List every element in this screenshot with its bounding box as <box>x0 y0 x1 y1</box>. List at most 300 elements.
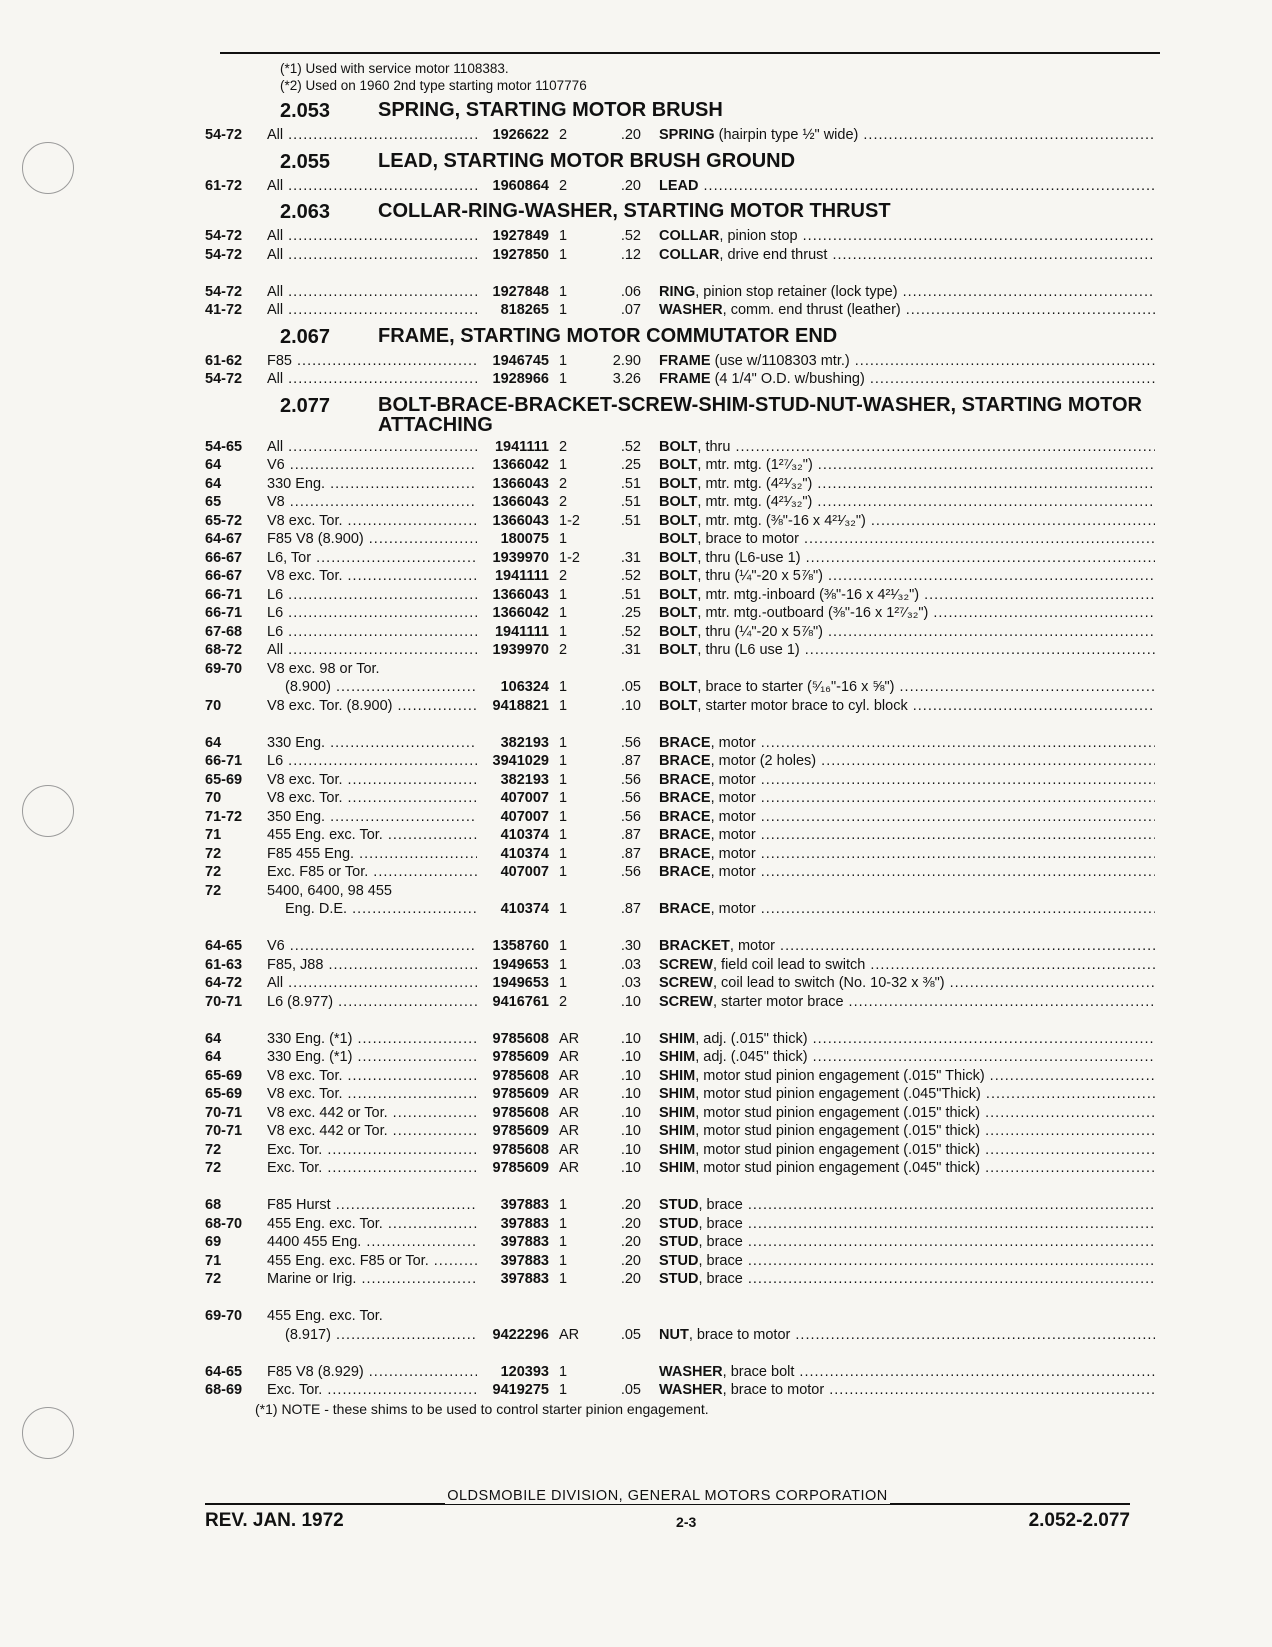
part-term: BRACE <box>659 790 711 806</box>
part-term: RING <box>659 283 696 300</box>
part-row <box>205 352 1155 371</box>
top-note: (*1) Used with service motor 1108383. <box>280 61 509 76</box>
quantity: 2 <box>559 993 568 1010</box>
part-row <box>205 863 1155 882</box>
part-detail: , mtr. mtg.-outboard (⅜"-16 x 1²⁷⁄₃₂") <box>697 605 929 621</box>
model-years: 69-70 <box>205 660 243 677</box>
quantity: AR <box>559 1123 580 1139</box>
application <box>267 937 477 956</box>
application-line: All ..... <box>267 641 477 660</box>
section-heading <box>205 151 1155 174</box>
quantity: 1 <box>559 845 568 862</box>
part-number: 9418821 <box>492 697 549 714</box>
description <box>659 456 1155 475</box>
price: .20 <box>620 1197 641 1213</box>
model-years: 70-71 <box>205 993 243 1010</box>
model-years: 61-63 <box>205 956 243 973</box>
part-row <box>205 283 1155 302</box>
application <box>267 1030 477 1049</box>
price: .52 <box>620 438 641 455</box>
part-number: 9785609 <box>492 1086 549 1102</box>
price: .03 <box>620 956 641 973</box>
part-term: FRAME <box>659 352 711 369</box>
model-years: 68 <box>205 1197 222 1213</box>
model-years: 54-72 <box>205 371 243 387</box>
application <box>267 549 477 568</box>
part-row <box>205 512 1155 531</box>
application <box>267 301 477 320</box>
price: .20 <box>620 177 641 194</box>
description <box>659 974 1155 993</box>
description <box>659 863 1155 882</box>
application <box>267 1067 477 1086</box>
part-detail: , motor (2 holes) <box>710 753 817 769</box>
part-number: 1366043 <box>492 475 549 492</box>
description <box>659 549 1155 568</box>
part-term: SCREW <box>659 975 713 991</box>
part-detail: , starter motor brace to cyl. block <box>697 697 908 714</box>
part-term: SHIM <box>659 1123 696 1139</box>
model-years: 70-71 <box>205 1123 243 1139</box>
part-term: SHIM <box>659 1030 696 1047</box>
part-term: SHIM <box>659 1160 696 1176</box>
model-years: 66-71 <box>205 605 243 621</box>
part-term: BRACE <box>659 845 711 862</box>
part-number: 410374 <box>500 901 549 917</box>
description <box>659 227 1155 246</box>
quantity: AR <box>559 1104 580 1121</box>
description <box>659 937 1155 956</box>
quantity: 2 <box>559 494 568 510</box>
part-number: 397883 <box>500 1197 549 1213</box>
part-detail: , pinion stop retainer (lock type) <box>695 283 898 300</box>
application <box>267 956 477 975</box>
model-years: 64-72 <box>205 975 243 991</box>
part-number: 9785608 <box>492 1030 549 1047</box>
application-line: L6 ..... <box>267 604 477 623</box>
price: .20 <box>620 127 641 143</box>
price: .12 <box>620 246 641 263</box>
section-number: 2.067 <box>280 325 331 348</box>
quantity: 1-2 <box>559 512 580 529</box>
price: 2.90 <box>612 352 641 369</box>
part-term: SHIM <box>659 1086 696 1102</box>
description <box>659 1326 1155 1345</box>
application-line: 350 Eng. ..... <box>267 808 477 827</box>
part-term: BOLT <box>659 512 698 529</box>
quantity: 1 <box>559 679 568 695</box>
application <box>267 604 477 623</box>
part-number: 1949653 <box>492 956 549 973</box>
description <box>659 1122 1155 1141</box>
application <box>267 845 477 864</box>
model-years: 66-71 <box>205 753 243 769</box>
application <box>267 808 477 827</box>
section-title: FRAME, STARTING MOTOR COMMUTATOR END <box>378 324 838 347</box>
part-term: COLLAR <box>659 228 720 244</box>
part-row <box>205 882 1155 919</box>
price: .25 <box>620 457 641 473</box>
application-line: F85, J88 ..... <box>267 956 477 975</box>
part-number: 397883 <box>500 1252 549 1269</box>
model-years: 72 <box>205 882 222 899</box>
description <box>659 641 1155 660</box>
part-number: 397883 <box>500 1271 549 1287</box>
description <box>659 697 1155 716</box>
part-row <box>205 1159 1155 1178</box>
application-line: L6, Tor ..... <box>267 549 477 568</box>
part-number: 120393 <box>500 1363 549 1380</box>
part-detail: , mtr. mtg. (1²⁷⁄₃₂") <box>697 457 813 473</box>
application-line: Exc. F85 or Tor. ..... <box>267 863 477 882</box>
application <box>267 1048 477 1067</box>
price: .05 <box>620 1382 641 1398</box>
application-line: Exc. Tor. ..... <box>267 1141 477 1160</box>
price: .10 <box>620 697 641 714</box>
price: .31 <box>620 549 641 566</box>
part-term: SHIM <box>659 1067 696 1084</box>
quantity: AR <box>559 1141 580 1158</box>
part-detail: , motor <box>710 734 756 751</box>
application <box>267 438 477 457</box>
quantity: 1 <box>559 753 568 769</box>
quantity: 1 <box>559 790 568 806</box>
part-row <box>205 1030 1155 1049</box>
part-term: BOLT <box>659 475 698 492</box>
part-number: 407007 <box>500 808 549 825</box>
model-years: 64 <box>205 734 222 751</box>
quantity: AR <box>559 1326 580 1343</box>
quantity: 2 <box>559 568 568 584</box>
part-term: BRACE <box>659 901 711 917</box>
part-detail: , starter motor brace <box>712 993 844 1010</box>
quantity: 1 <box>559 246 568 263</box>
model-years: 68-72 <box>205 642 243 658</box>
part-term: BOLT <box>659 623 698 640</box>
price: .56 <box>620 790 641 806</box>
model-years: 64 <box>205 1049 222 1065</box>
part-row <box>205 227 1155 246</box>
section-title: LEAD, STARTING MOTOR BRUSH GROUND <box>378 149 796 172</box>
description <box>659 1363 1155 1382</box>
application-line: All ..... <box>267 438 477 457</box>
application <box>267 1381 477 1400</box>
part-row <box>205 1122 1155 1141</box>
section-range: 2.052-2.077 <box>1028 1510 1130 1531</box>
part-term: SPRING <box>659 127 715 143</box>
application <box>267 1141 477 1160</box>
section-title: COLLAR-RING-WASHER, STARTING MOTOR THRUST <box>378 200 891 222</box>
quantity: 1 <box>559 1234 568 1250</box>
quantity: 1 <box>559 975 568 991</box>
description <box>659 956 1155 975</box>
application <box>267 882 477 919</box>
application <box>267 567 477 586</box>
part-number: 1941111 <box>494 623 549 640</box>
price: 3.26 <box>612 371 641 387</box>
description <box>659 370 1155 389</box>
quantity: 2 <box>559 177 568 194</box>
application-line: L6 (8.977) ..... <box>267 993 477 1012</box>
quantity: 1 <box>559 956 568 973</box>
price: .56 <box>620 734 641 751</box>
part-number: 9785609 <box>492 1049 549 1065</box>
model-years: 70-71 <box>205 1104 243 1121</box>
application-line: L6 ..... <box>267 623 477 642</box>
binder-hole <box>22 785 74 837</box>
quantity: 1 <box>559 352 568 369</box>
application <box>267 1159 477 1178</box>
application-line: L6 ..... <box>267 752 477 771</box>
part-term: SHIM <box>659 1104 696 1121</box>
section-heading <box>205 100 1155 123</box>
application <box>267 697 477 716</box>
part-detail: , adj. (.045" thick) <box>695 1049 808 1065</box>
part-term: SCREW <box>659 993 713 1010</box>
application <box>267 530 477 549</box>
part-detail: , thru (L6 use 1) <box>697 642 800 658</box>
part-term: SHIM <box>659 1049 696 1065</box>
description <box>659 1252 1155 1271</box>
description <box>659 283 1155 302</box>
part-row <box>205 370 1155 389</box>
part-number: 1366042 <box>492 605 549 621</box>
application-line: V8 exc. Tor. ..... <box>267 1067 477 1086</box>
part-number: 1960864 <box>492 177 549 194</box>
application <box>267 227 477 246</box>
quantity: 1 <box>559 302 568 318</box>
model-years: 64 <box>205 1030 222 1047</box>
part-term: WASHER <box>659 1363 723 1380</box>
application-line: 455 Eng. exc. F85 or Tor. ..... <box>267 1252 477 1271</box>
part-detail: , brace to motor <box>688 1326 791 1343</box>
part-detail: , brace to starter (⁵⁄₁₆"-16 x ⅝") <box>697 679 895 695</box>
part-number: 407007 <box>500 864 549 880</box>
application-line: 330 Eng. ..... <box>267 734 477 753</box>
part-number: 1927848 <box>492 283 549 300</box>
description <box>659 512 1155 531</box>
section-title: BOLT-BRACE-BRACKET-SCREW-SHIM-STUD-NUT-WASHER, STARTING MOTOR ATTACHING <box>378 393 1142 436</box>
model-years: 68-69 <box>205 1382 243 1398</box>
quantity: 1 <box>559 734 568 751</box>
part-number: 1939970 <box>492 642 549 658</box>
part-number: 1941111 <box>494 438 549 455</box>
part-detail: , mtr. mtg. (4²¹⁄₃₂") <box>697 494 813 510</box>
price: .20 <box>620 1215 641 1232</box>
price: .52 <box>620 568 641 584</box>
model-years: 71 <box>205 827 222 843</box>
application <box>267 660 477 697</box>
section-number: 2.053 <box>280 100 331 122</box>
application-line: Marine or Irig. ..... <box>267 1270 477 1289</box>
part-row <box>205 530 1155 549</box>
quantity: AR <box>559 1049 580 1065</box>
description <box>659 678 1155 697</box>
description <box>659 1030 1155 1049</box>
part-detail: , motor stud pinion engagement (.015" thick) <box>695 1123 981 1139</box>
price: .10 <box>620 1160 641 1176</box>
part-row <box>205 177 1155 196</box>
price: .10 <box>620 1141 641 1158</box>
model-years: 64 <box>205 475 222 492</box>
part-number: 1928966 <box>492 371 549 387</box>
model-years: 67-68 <box>205 623 243 640</box>
description <box>659 586 1155 605</box>
model-years: 72 <box>205 1160 222 1176</box>
part-detail: , brace to motor <box>722 1382 825 1398</box>
price: .10 <box>620 1030 641 1047</box>
part-detail: , brace <box>698 1215 743 1232</box>
description <box>659 567 1155 586</box>
model-years: 65-69 <box>205 1086 243 1102</box>
model-years: 65 <box>205 494 222 510</box>
corporation-name: OLDSMOBILE DIVISION, GENERAL MOTORS CORPORATION <box>447 1488 888 1504</box>
part-term: NUT <box>659 1326 689 1343</box>
part-number: 397883 <box>500 1234 549 1250</box>
corporation-line <box>205 1488 1130 1504</box>
model-years: 61-72 <box>205 177 243 194</box>
application-line: Eng. D.E. ..... <box>267 900 477 919</box>
quantity: 1 <box>559 697 568 714</box>
quantity: AR <box>559 1086 580 1102</box>
part-number: 3941029 <box>492 753 549 769</box>
quantity: 1 <box>559 771 568 788</box>
application <box>267 456 477 475</box>
part-number: 410374 <box>500 845 549 862</box>
bottom-note: (*1) NOTE - these shims to be used to control starter pinion engagement. <box>255 1400 709 1417</box>
description <box>659 771 1155 790</box>
description <box>659 126 1155 145</box>
part-number: 1927850 <box>492 246 549 263</box>
description <box>659 1141 1155 1160</box>
application <box>267 1215 477 1234</box>
part-detail: , motor stud pinion engagement (.045"Thick) <box>695 1086 981 1102</box>
price: .52 <box>620 623 641 640</box>
part-row <box>205 549 1155 568</box>
quantity: 1 <box>559 605 568 621</box>
quantity: 1 <box>559 623 568 640</box>
part-detail: , thru (¼"-20 x 5⅞") <box>697 568 823 584</box>
application <box>267 177 477 196</box>
part-term: SCREW <box>659 956 713 973</box>
part-detail: , thru (L6-use 1) <box>697 549 801 566</box>
section-number: 2.077 <box>280 394 331 417</box>
application-line: V8 exc. Tor. ..... <box>267 771 477 790</box>
application-line: All ..... <box>267 246 477 265</box>
model-years: 70 <box>205 697 222 714</box>
price: .51 <box>620 494 641 510</box>
part-number: 397883 <box>500 1215 549 1232</box>
section-number: 2.063 <box>280 201 331 223</box>
part-detail: , motor <box>729 938 776 954</box>
description <box>659 826 1155 845</box>
application-line: V8 exc. 98 or Tor. <box>267 660 380 677</box>
part-detail: , motor <box>710 864 756 880</box>
part-term: BOLT <box>659 549 698 566</box>
part-detail: , brace <box>698 1234 743 1250</box>
model-years: 72 <box>205 864 222 880</box>
part-row <box>205 974 1155 993</box>
part-row <box>205 1233 1155 1252</box>
section-heading <box>205 395 1155 435</box>
application <box>267 126 477 145</box>
part-row <box>205 826 1155 845</box>
quantity: 1 <box>559 371 568 387</box>
quantity: 1 <box>559 283 568 300</box>
part-number: 1366043 <box>492 586 549 603</box>
model-years: 54-72 <box>205 246 243 263</box>
price: .10 <box>620 1123 641 1139</box>
description <box>659 352 1155 371</box>
description <box>659 530 1155 549</box>
description <box>659 1067 1155 1086</box>
part-detail: , mtr. mtg. (4²¹⁄₃₂") <box>697 475 813 492</box>
part-number: 9422296 <box>492 1326 549 1343</box>
application-line: All ..... <box>267 227 477 246</box>
binder-hole <box>22 142 74 194</box>
quantity: 2 <box>559 642 568 658</box>
quantity: 1 <box>559 808 568 825</box>
part-row <box>205 456 1155 475</box>
part-number: 1927849 <box>492 228 549 244</box>
part-detail: , brace <box>698 1271 743 1287</box>
application <box>267 863 477 882</box>
part-number: 1941111 <box>494 568 549 584</box>
model-years: 65-69 <box>205 1067 243 1084</box>
model-years: 69-70 <box>205 1308 243 1324</box>
part-number: 382193 <box>500 734 549 751</box>
part-number: 407007 <box>500 790 549 806</box>
model-years: 64-65 <box>205 938 243 954</box>
model-years: 70 <box>205 790 222 806</box>
application-line: F85 ..... <box>267 352 477 371</box>
part-term: WASHER <box>659 1382 723 1398</box>
part-number: 410374 <box>500 827 549 843</box>
application-line: 330 Eng. ..... <box>267 475 477 494</box>
part-term: STUD <box>659 1215 699 1232</box>
model-years: 66-67 <box>205 568 243 584</box>
quantity: 2 <box>559 475 568 492</box>
part-detail: , brace <box>698 1252 743 1269</box>
application <box>267 789 477 808</box>
part-number: 1949653 <box>492 975 549 991</box>
quantity: 1 <box>559 1363 568 1380</box>
application <box>267 1363 477 1382</box>
part-row <box>205 697 1155 716</box>
part-row <box>205 660 1155 697</box>
description <box>659 1270 1155 1289</box>
part-row <box>205 1141 1155 1160</box>
model-years: 54-72 <box>205 127 243 143</box>
part-term: COLLAR <box>659 246 720 263</box>
part-term: BOLT <box>659 586 698 603</box>
part-detail: , drive end thrust <box>719 246 828 263</box>
part-number: 1366043 <box>492 512 549 529</box>
part-row <box>205 1270 1155 1289</box>
model-years: 72 <box>205 1141 222 1158</box>
application-line: (8.900) ..... <box>267 678 477 697</box>
price: .05 <box>620 1326 641 1343</box>
parts-catalog-page <box>205 60 1155 1418</box>
part-row <box>205 1252 1155 1271</box>
description <box>659 1085 1155 1104</box>
part-number: 9785608 <box>492 1104 549 1121</box>
part-detail: , pinion stop <box>719 228 798 244</box>
part-number: 9416761 <box>492 993 549 1010</box>
application-line: 455 Eng. exc. Tor. ..... <box>267 826 477 845</box>
price: .07 <box>620 302 641 318</box>
part-detail: , brace bolt <box>722 1363 795 1380</box>
